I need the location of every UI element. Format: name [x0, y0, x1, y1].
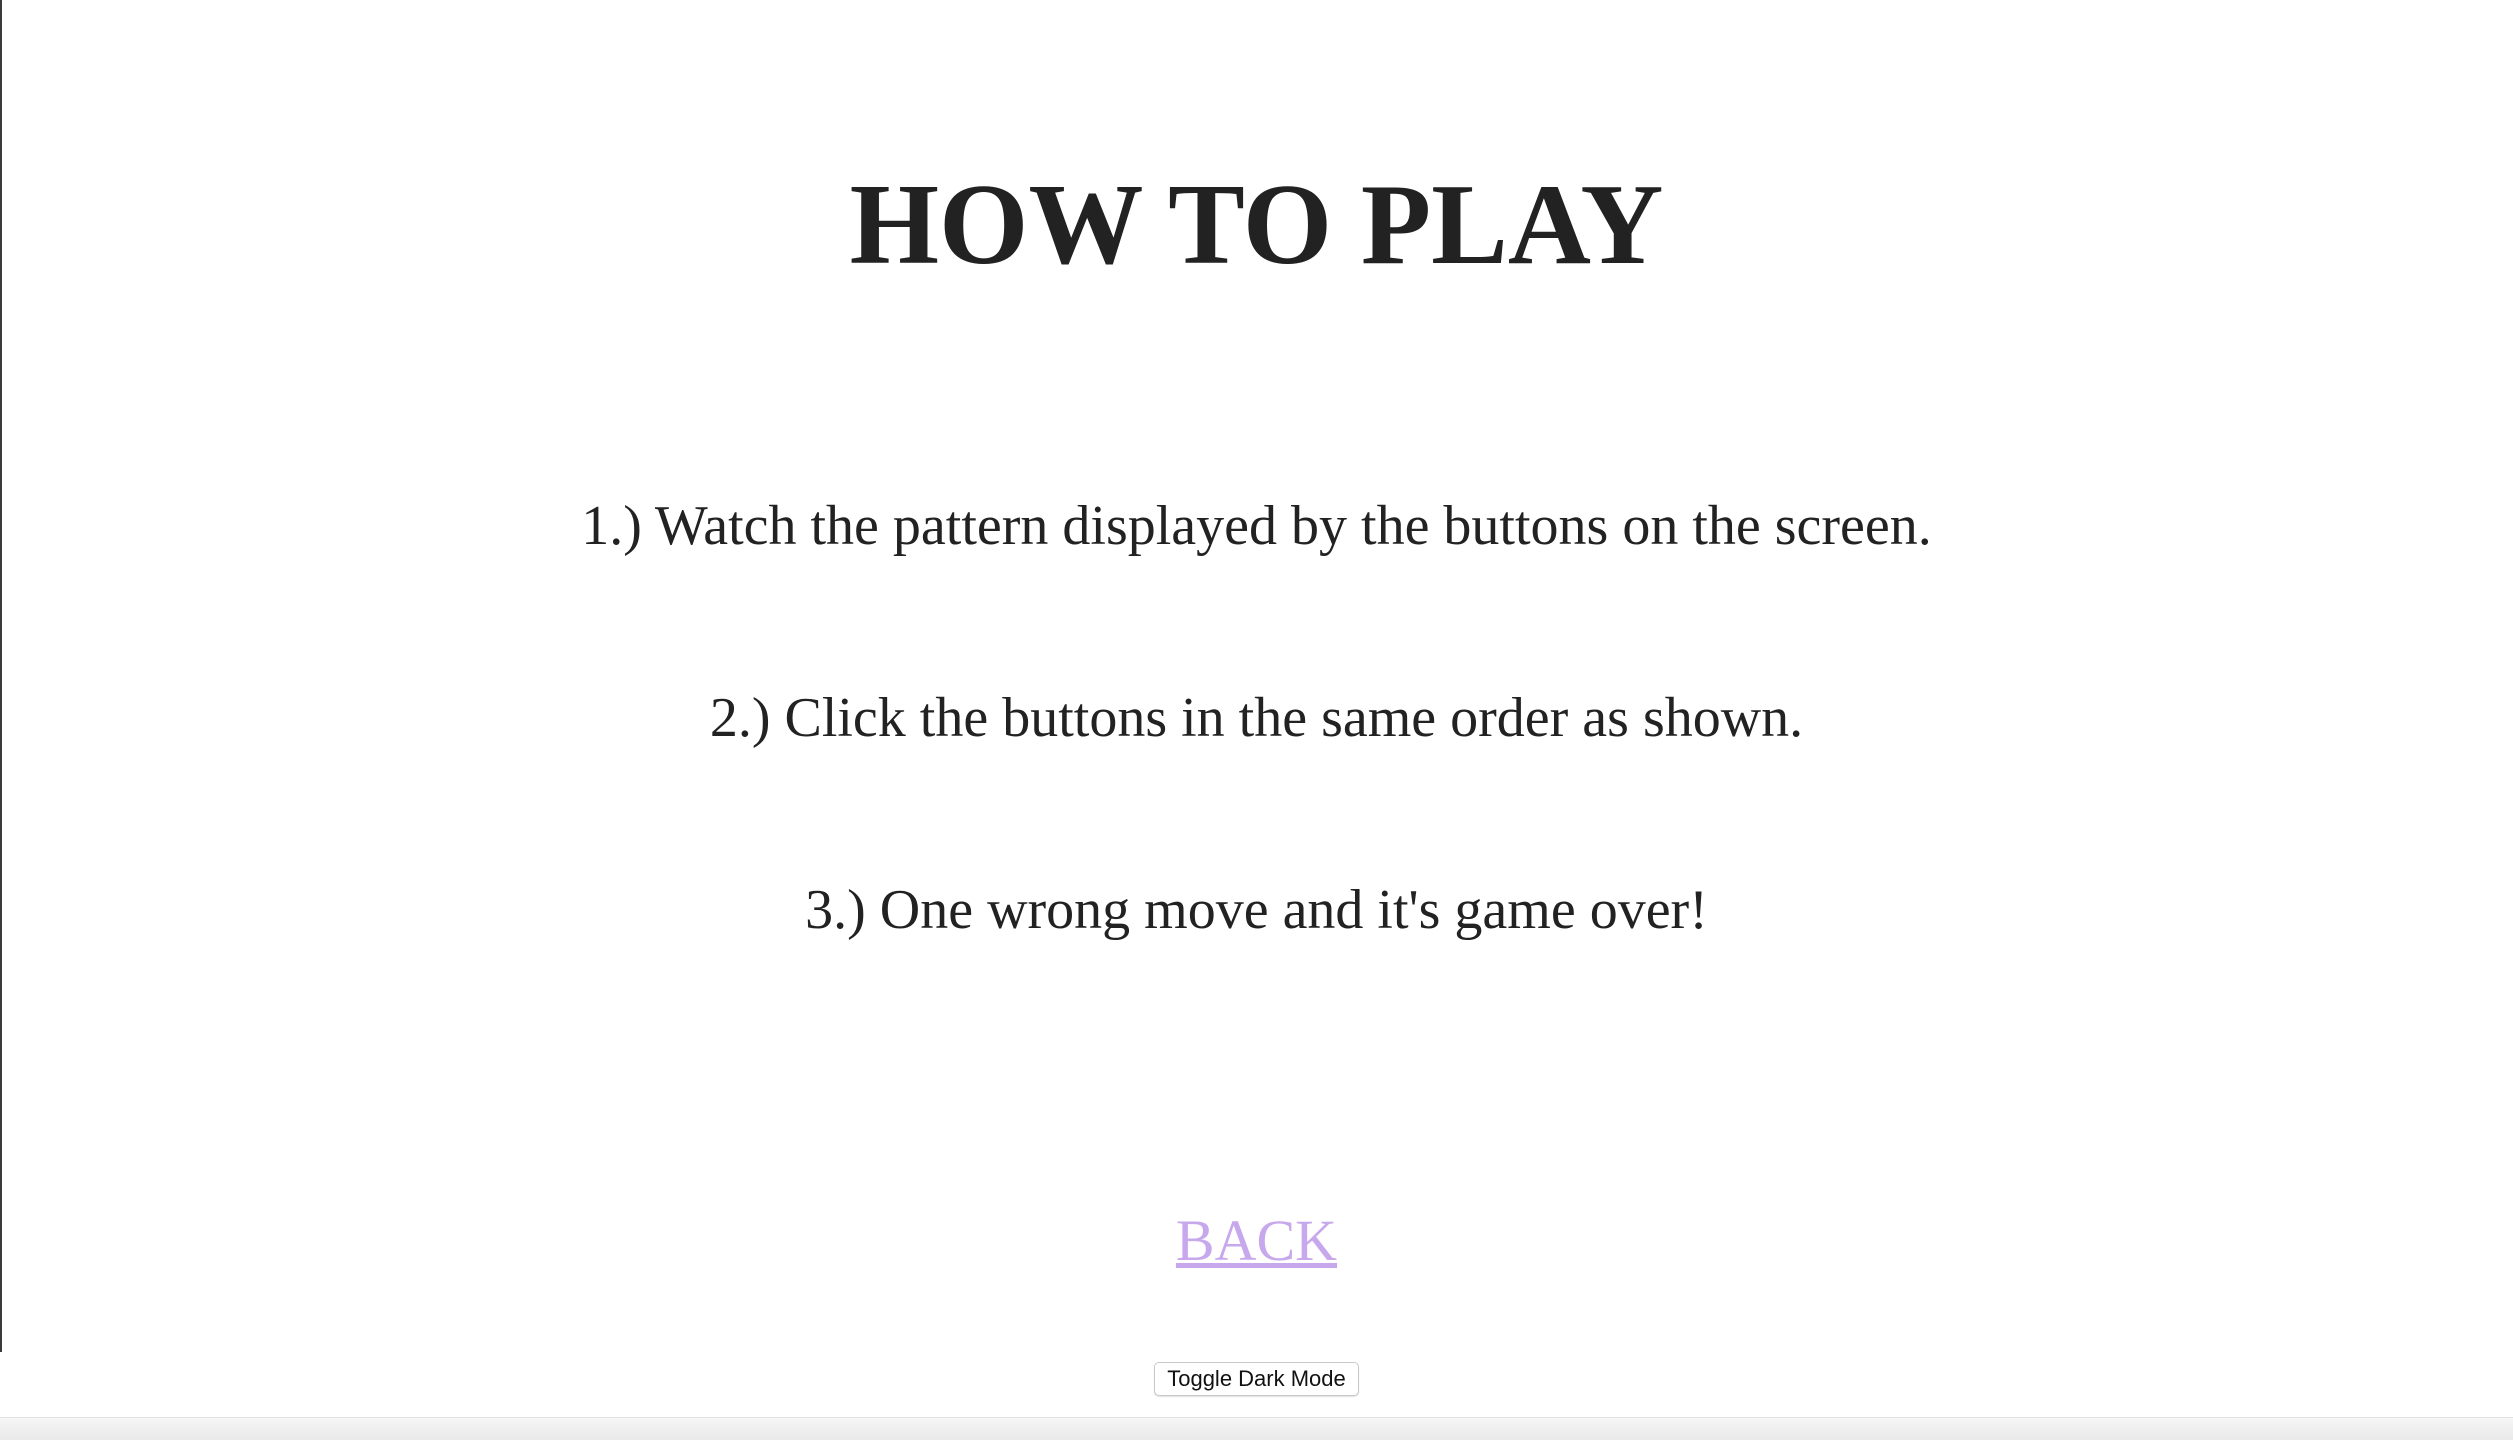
instruction-step-2: 2.) Click the buttons in the same order as shown. — [709, 687, 1804, 749]
instruction-step-1: 1.) Watch the pattern displayed by the buttons on the screen. — [581, 495, 1932, 557]
back-link-container — [0, 1206, 2513, 1276]
toggle-dark-mode-button[interactable]: Toggle Dark Mode — [1154, 1362, 1359, 1396]
toggle-container — [0, 1362, 2513, 1396]
instruction-step-3: 3.) One wrong move and it's game over! — [805, 879, 1708, 941]
window-bottom-bar — [0, 1417, 2513, 1440]
back-link[interactable]: BACK — [1175, 1208, 1338, 1273]
page-title: HOW TO PLAY — [849, 161, 1664, 288]
